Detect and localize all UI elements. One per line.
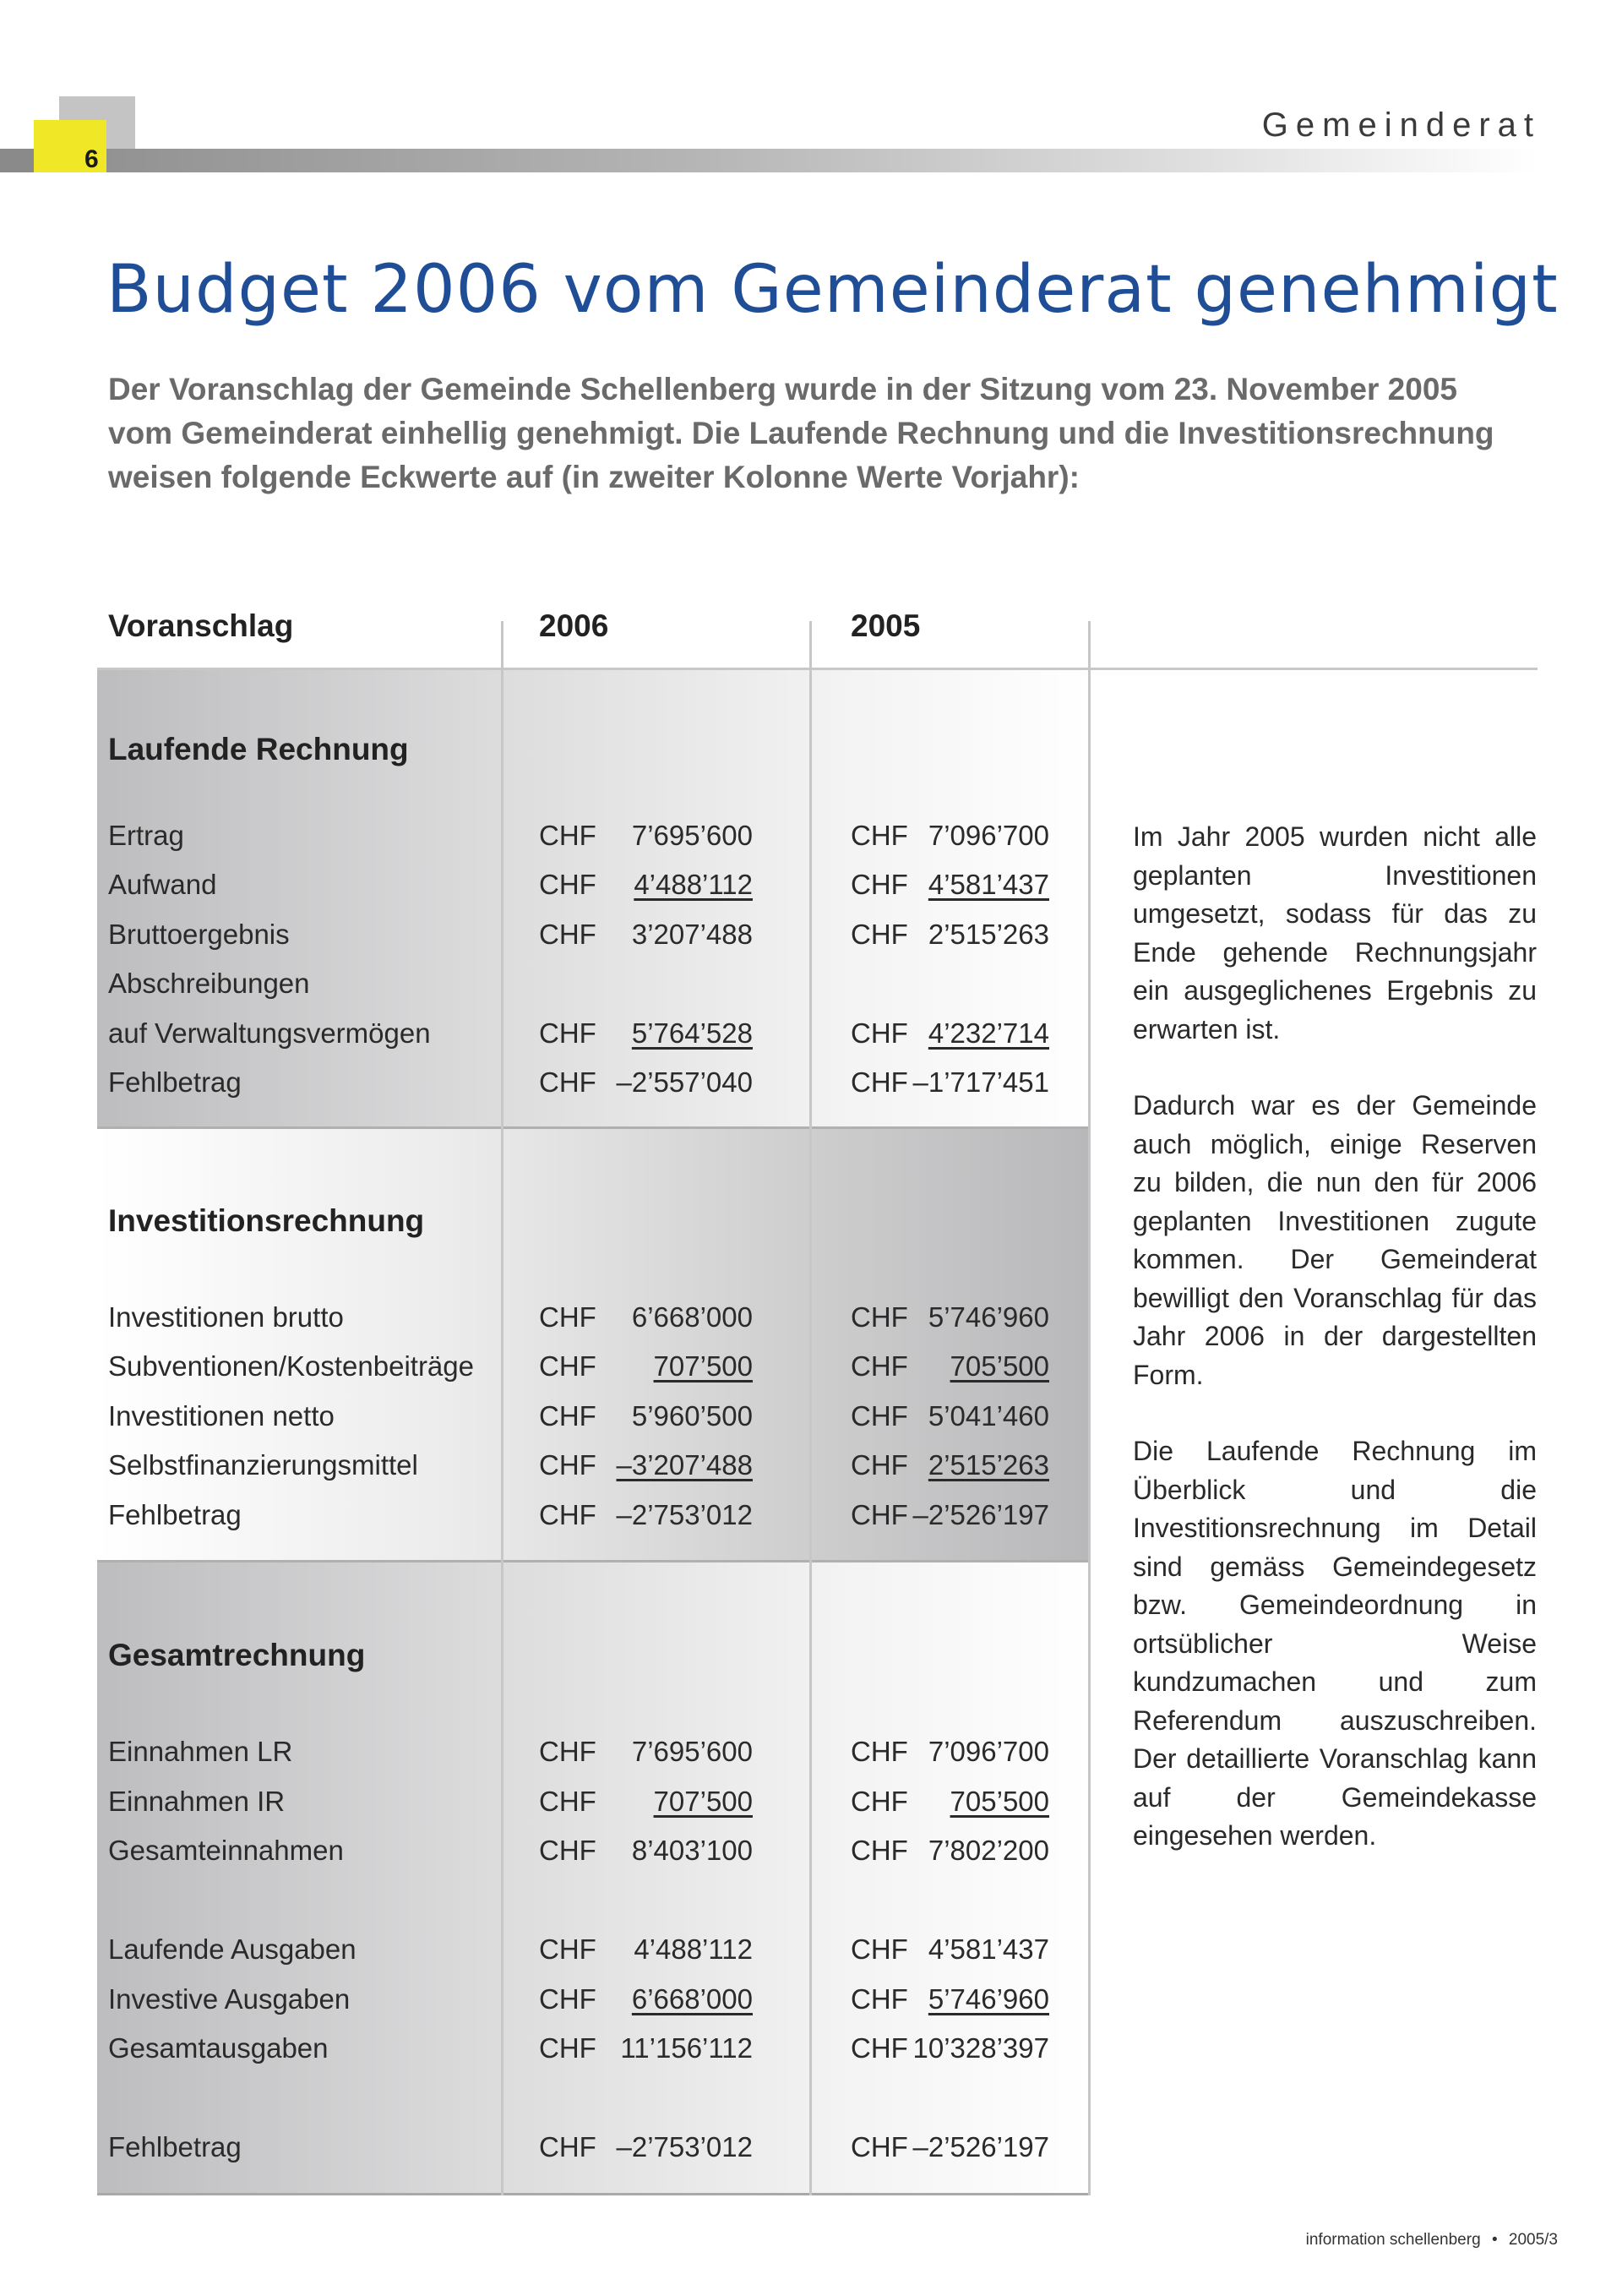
value-2005: 4’581’437 bbox=[928, 869, 1049, 900]
currency-2006: CHF bbox=[539, 869, 596, 900]
column-header-voranschlag: Voranschlag bbox=[108, 608, 294, 643]
currency-2006: CHF bbox=[539, 1066, 596, 1098]
block-background-investitionen bbox=[97, 1129, 1091, 1562]
row-label: Investitionen brutto bbox=[108, 1301, 344, 1333]
value-2005: –2’526’197 bbox=[912, 1499, 1049, 1530]
footer bbox=[1306, 2231, 1558, 2250]
currency-2005: CHF bbox=[851, 1301, 908, 1333]
table-row bbox=[0, 1736, 1098, 1778]
currency-2005: CHF bbox=[851, 1400, 908, 1432]
header-gradient-bar bbox=[0, 149, 1538, 172]
row-label: Fehlbetrag bbox=[108, 1066, 242, 1098]
table-row bbox=[0, 1017, 1098, 1060]
currency-2006: CHF bbox=[539, 1983, 596, 2015]
value-2005: 705’500 bbox=[950, 1350, 1049, 1382]
section-title: Gemeinderat bbox=[1261, 106, 1541, 144]
currency-2006: CHF bbox=[539, 1400, 596, 1432]
currency-2006: CHF bbox=[539, 2131, 596, 2162]
currency-2005: CHF bbox=[851, 1017, 908, 1049]
currency-2005: CHF bbox=[851, 1350, 908, 1382]
table-row bbox=[0, 919, 1098, 961]
value-2006: 707’500 bbox=[653, 1350, 753, 1382]
currency-2006: CHF bbox=[539, 1786, 596, 1817]
currency-2005: CHF bbox=[851, 1835, 908, 1866]
table-row bbox=[0, 1400, 1098, 1442]
row-label: Abschreibungen bbox=[108, 968, 310, 999]
row-label: Investitionen netto bbox=[108, 1400, 335, 1432]
value-2005: 705’500 bbox=[950, 1786, 1049, 1817]
column-header-2005: 2005 bbox=[851, 608, 921, 643]
table-bottom-rule bbox=[97, 2193, 1091, 2195]
table-row bbox=[0, 1449, 1098, 1492]
currency-2005: CHF bbox=[851, 1449, 908, 1481]
table-row bbox=[0, 1066, 1098, 1109]
row-label: Gesamtausgaben bbox=[108, 2032, 329, 2064]
row-label: Einnahmen IR bbox=[108, 1786, 286, 1817]
currency-2006: CHF bbox=[539, 1835, 596, 1866]
currency-2006: CHF bbox=[539, 1017, 596, 1049]
row-label: Fehlbetrag bbox=[108, 2131, 242, 2162]
value-2006: 5’764’528 bbox=[631, 1017, 753, 1049]
row-label: Fehlbetrag bbox=[108, 1499, 242, 1530]
value-2005: 5’746’960 bbox=[928, 1983, 1049, 2015]
table-row bbox=[0, 1350, 1098, 1393]
row-label: auf Verwaltungsvermögen bbox=[108, 1017, 431, 1049]
value-2006: 5’960’500 bbox=[631, 1400, 753, 1432]
value-2005: 2’515’263 bbox=[928, 919, 1049, 950]
table-row bbox=[0, 869, 1098, 911]
currency-2005: CHF bbox=[851, 2032, 908, 2064]
currency-2006: CHF bbox=[539, 2032, 596, 2064]
value-2005: 7’802’200 bbox=[928, 1835, 1049, 1866]
value-2006: –3’207’488 bbox=[616, 1449, 753, 1481]
row-label: Investive Ausgaben bbox=[108, 1983, 351, 2015]
table-row bbox=[0, 1835, 1098, 1877]
currency-2005: CHF bbox=[851, 2131, 908, 2162]
value-2006: 6’668’000 bbox=[631, 1983, 753, 2015]
lead-paragraph: Der Voranschlag der Gemeinde Schellenberg wurde in der Sitzung vom 23. November 2005 vom Gemeinderat einhellig genehmigt. Die Laufende Rechnung und die Investitionsrechnung weisen folgende Eckwerte auf (in zweiter Kolonne Werte Vorjahr): bbox=[108, 372, 1494, 494]
sidebar-paragraph: Dadurch war es der Gemeinde auch möglich, einige Reserven zu bilden, die nun den für 2006 geplanten Investitionen zugute kommen. Der Gemeinderat bewilligt den Voranschlag für das Jahr 2006 in der dargestellten Form. bbox=[1133, 1090, 1537, 1390]
footer-issue: 2005/3 bbox=[1508, 2231, 1558, 2249]
table-row bbox=[0, 1499, 1098, 1541]
row-label: Aufwand bbox=[108, 869, 217, 900]
row-label: Laufende Ausgaben bbox=[108, 1933, 357, 1965]
currency-2005: CHF bbox=[851, 869, 908, 900]
table-row bbox=[0, 2131, 1098, 2173]
value-2005: –1’717’451 bbox=[912, 1066, 1049, 1098]
table-row bbox=[0, 820, 1098, 862]
currency-2006: CHF bbox=[539, 1449, 596, 1481]
row-label: Einnahmen LR bbox=[108, 1736, 293, 1767]
footer-publication: information schellenberg bbox=[1305, 2231, 1481, 2249]
value-2006: 707’500 bbox=[653, 1786, 753, 1817]
value-2005: 4’232’714 bbox=[928, 1017, 1049, 1049]
currency-2006: CHF bbox=[539, 1736, 596, 1767]
row-label: Selbstfinanzierungsmittel bbox=[108, 1449, 418, 1481]
value-2005: –2’526’197 bbox=[912, 2131, 1049, 2162]
sidebar-paragraph: Im Jahr 2005 wurden nicht alle geplanten Investitionen umgesetzt, sodass für das zu Ende gehende Rechnungsjahr ein ausgeglichenes Ergebnis zu erwarten ist. bbox=[1133, 821, 1537, 1044]
block-title-gesamtrechnung: Gesamtrechnung bbox=[108, 1638, 366, 1672]
value-2006: 8’403’100 bbox=[631, 1835, 753, 1866]
currency-2005: CHF bbox=[851, 1736, 908, 1767]
page-title: Budget 2006 vom Gemeinderat genehmigt bbox=[106, 252, 1559, 328]
table-row bbox=[0, 1301, 1098, 1344]
block-title-investitionsrechnung: Investitionsrechnung bbox=[108, 1203, 425, 1238]
value-2006: 11’156’112 bbox=[620, 2032, 753, 2064]
currency-2006: CHF bbox=[539, 1301, 596, 1333]
value-2006: 7’695’600 bbox=[631, 1736, 753, 1767]
value-2006: 4’488’112 bbox=[634, 869, 753, 900]
value-2005: 2’515’263 bbox=[928, 1449, 1049, 1481]
value-2006: –2’557’040 bbox=[616, 1066, 753, 1098]
currency-2006: CHF bbox=[539, 919, 596, 950]
currency-2006: CHF bbox=[539, 1499, 596, 1530]
value-2005: 5’746’960 bbox=[928, 1301, 1049, 1333]
currency-2005: CHF bbox=[851, 1933, 908, 1965]
header-bar-left bbox=[0, 149, 34, 172]
row-label: Gesamteinnahmen bbox=[108, 1835, 344, 1866]
value-2006: 7’695’600 bbox=[631, 820, 753, 851]
row-label: Subventionen/Kostenbeiträge bbox=[108, 1350, 474, 1382]
table-row bbox=[0, 968, 1098, 1010]
currency-2006: CHF bbox=[539, 1350, 596, 1382]
currency-2005: CHF bbox=[851, 1983, 908, 2015]
value-2006: 4’488’112 bbox=[634, 1933, 753, 1965]
row-label: Bruttoergebnis bbox=[108, 919, 290, 950]
table-row bbox=[0, 1983, 1098, 2026]
currency-2005: CHF bbox=[851, 1786, 908, 1817]
currency-2005: CHF bbox=[851, 820, 908, 851]
currency-2005: CHF bbox=[851, 1066, 908, 1098]
value-2006: 6’668’000 bbox=[631, 1301, 753, 1333]
currency-2005: CHF bbox=[851, 1499, 908, 1530]
table-row bbox=[0, 2032, 1098, 2075]
value-2006: 3’207’488 bbox=[631, 919, 753, 950]
currency-2005: CHF bbox=[851, 919, 908, 950]
table-row bbox=[0, 1933, 1098, 1976]
value-2005: 4’581’437 bbox=[928, 1933, 1049, 1965]
page-number: 6 bbox=[84, 145, 99, 173]
row-label: Ertrag bbox=[108, 820, 184, 851]
value-2005: 7’096’700 bbox=[928, 820, 1049, 851]
footer-separator: • bbox=[1491, 2231, 1498, 2249]
value-2005: 7’096’700 bbox=[928, 1736, 1049, 1767]
currency-2006: CHF bbox=[539, 1933, 596, 1965]
value-2005: 10’328’397 bbox=[912, 2032, 1049, 2064]
value-2006: –2’753’012 bbox=[616, 1499, 753, 1530]
value-2006: –2’753’012 bbox=[616, 2131, 753, 2162]
value-2005: 5’041’460 bbox=[928, 1400, 1049, 1432]
block-title-laufende-rechnung: Laufende Rechnung bbox=[108, 732, 409, 766]
table-row bbox=[0, 1786, 1098, 1828]
sidebar-paragraph: Die Laufende Rechnung im Überblick und die Investitionsrechnung im Detail sind gemäss Gemeindegesetz bzw. Gemeindeordnung in ortsüblicher Weise kundzumachen und zum Referendum auszuschreiben. Der detaillierte Voranschlag kann auf der Gemeindekasse eingesehen werden. bbox=[1133, 1436, 1537, 1851]
currency-2006: CHF bbox=[539, 820, 596, 851]
sidebar-text bbox=[1133, 818, 1537, 1894]
column-header-2006: 2006 bbox=[539, 608, 609, 643]
